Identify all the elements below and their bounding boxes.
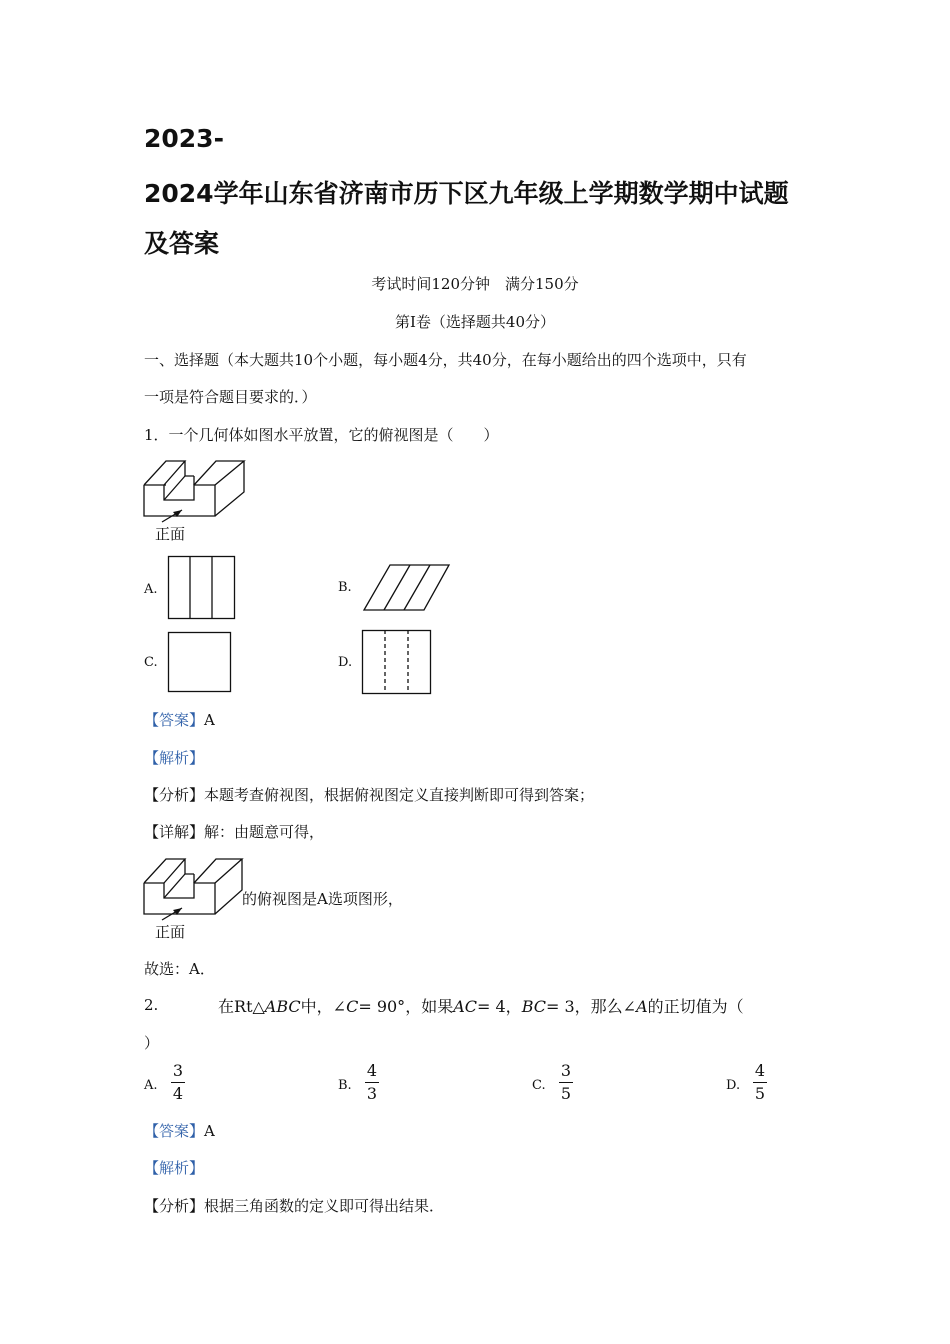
q1-analysis-text: 本题考查俯视图，根据俯视图定义直接判断即可得到答案；: [204, 786, 595, 804]
q2-stem-abc: ABC: [264, 997, 301, 1016]
q2-analysis-text: 根据三角函数的定义即可得出结果．: [204, 1197, 445, 1215]
q1-option-a-figure: [168, 556, 236, 620]
q2-explain-tag: 【解析】: [144, 1159, 205, 1177]
q1-option-b-label: B.: [338, 580, 352, 595]
q2-option-a-den: 4: [172, 1084, 184, 1103]
q2-option-d-den: 5: [754, 1084, 766, 1103]
q2-option-b-num: 4: [366, 1061, 378, 1080]
q1-analysis-tag: 【分析】: [144, 786, 205, 804]
q2-answer-value: A: [204, 1122, 215, 1140]
q1-detail-front-label: 正面: [155, 923, 186, 941]
section-heading-line2: 一项是符合题目要求的．）: [144, 388, 317, 406]
q1-answer-row: [144, 709, 215, 730]
q1-option-b-figure: [362, 564, 452, 612]
q1-detail-solid-figure: [140, 856, 250, 926]
q2-stem-eq2: = 4: [477, 997, 506, 1016]
q2-stem-angle-c: ∠C: [332, 997, 359, 1016]
section-heading-line1: 一、选择题（本大题共10个小题，每小题4分，共40分，在每小题给出的四个选项中，只有: [144, 351, 747, 369]
q1-detail-text: 解：由题意可得，: [204, 823, 325, 841]
q2-option-d-label: D.: [726, 1078, 741, 1093]
q2-stem-in: 在: [218, 997, 235, 1016]
doc-title-line1: 2023-: [144, 124, 224, 153]
q2-stem-comma: ，: [505, 997, 522, 1016]
q2-stem-ac: AC: [453, 997, 477, 1016]
q2-option-b-den: 3: [366, 1084, 378, 1103]
q2-option-a-label: A.: [144, 1078, 158, 1093]
q2-answer-row: [144, 1120, 215, 1141]
q1-option-c-label: C.: [144, 655, 158, 670]
q1-option-a-label: A.: [144, 582, 158, 597]
q2-stem-eq1: = 90°: [358, 997, 406, 1016]
q2-option-c-fraction: [559, 1062, 573, 1103]
q2-stem-rt: Rt△: [234, 997, 265, 1016]
q2-stem: [218, 994, 744, 1017]
q1-option-d-figure: [362, 630, 432, 696]
q2-option-b-label: B.: [338, 1078, 352, 1093]
q2-option-c-label: C.: [532, 1078, 546, 1093]
q1-detail-tail: 的俯视图是A选项图形，: [242, 890, 403, 908]
q2-number: 2.: [144, 996, 159, 1014]
q2-stem-then: ，那么: [574, 997, 623, 1016]
q2-option-d-fraction: [753, 1062, 767, 1103]
q2-stem-if: ，如果: [405, 997, 454, 1016]
q1-detail-tag: 【详解】: [144, 823, 205, 841]
q1-option-c-figure: [168, 632, 232, 694]
volume-label: 第I卷（选择题共40分）: [394, 313, 555, 331]
q2-stem-bc: BC: [521, 997, 546, 1016]
q1-answer-value: A: [204, 711, 215, 729]
q2-stem-angle-a: ∠A: [622, 997, 648, 1016]
q2-answer-tag: 【答案】: [144, 1122, 205, 1140]
q1-detail-row: [144, 821, 324, 842]
q2-stem-close: ）: [144, 1034, 160, 1052]
q1-option-d-label: D.: [338, 655, 353, 670]
q1-front-label: 正面: [155, 525, 186, 543]
q2-option-d-num: 4: [754, 1061, 766, 1080]
q2-option-a-num: 3: [172, 1061, 184, 1080]
q1-answer-tag: 【答案】: [144, 711, 205, 729]
q2-stem-tail: 的正切值为（: [647, 997, 744, 1016]
q1-stem: 1．一个几何体如图水平放置，它的俯视图是（ ）: [144, 426, 499, 444]
q2-stem-mid: 中，: [300, 997, 333, 1016]
exam-info: 考试时间120分钟 满分150分: [371, 275, 579, 293]
q1-explain-tag: 【解析】: [144, 749, 205, 767]
q1-analysis-row: [144, 784, 594, 805]
q2-option-a-fraction: [171, 1062, 185, 1103]
q1-solid-figure: [140, 458, 250, 528]
q1-conclusion: 故选：A．: [144, 960, 215, 978]
doc-title-line3: 及答案: [144, 229, 220, 258]
q2-analysis-tag: 【分析】: [144, 1197, 205, 1215]
q2-option-b-fraction: [365, 1062, 379, 1103]
doc-title-line2: 2024学年山东省济南市历下区九年级上学期数学期中试题: [144, 179, 789, 208]
q2-stem-eq3: = 3: [545, 997, 575, 1016]
q2-option-c-num: 3: [560, 1061, 572, 1080]
q2-analysis-row: [144, 1195, 444, 1216]
q2-option-c-den: 5: [560, 1084, 572, 1103]
